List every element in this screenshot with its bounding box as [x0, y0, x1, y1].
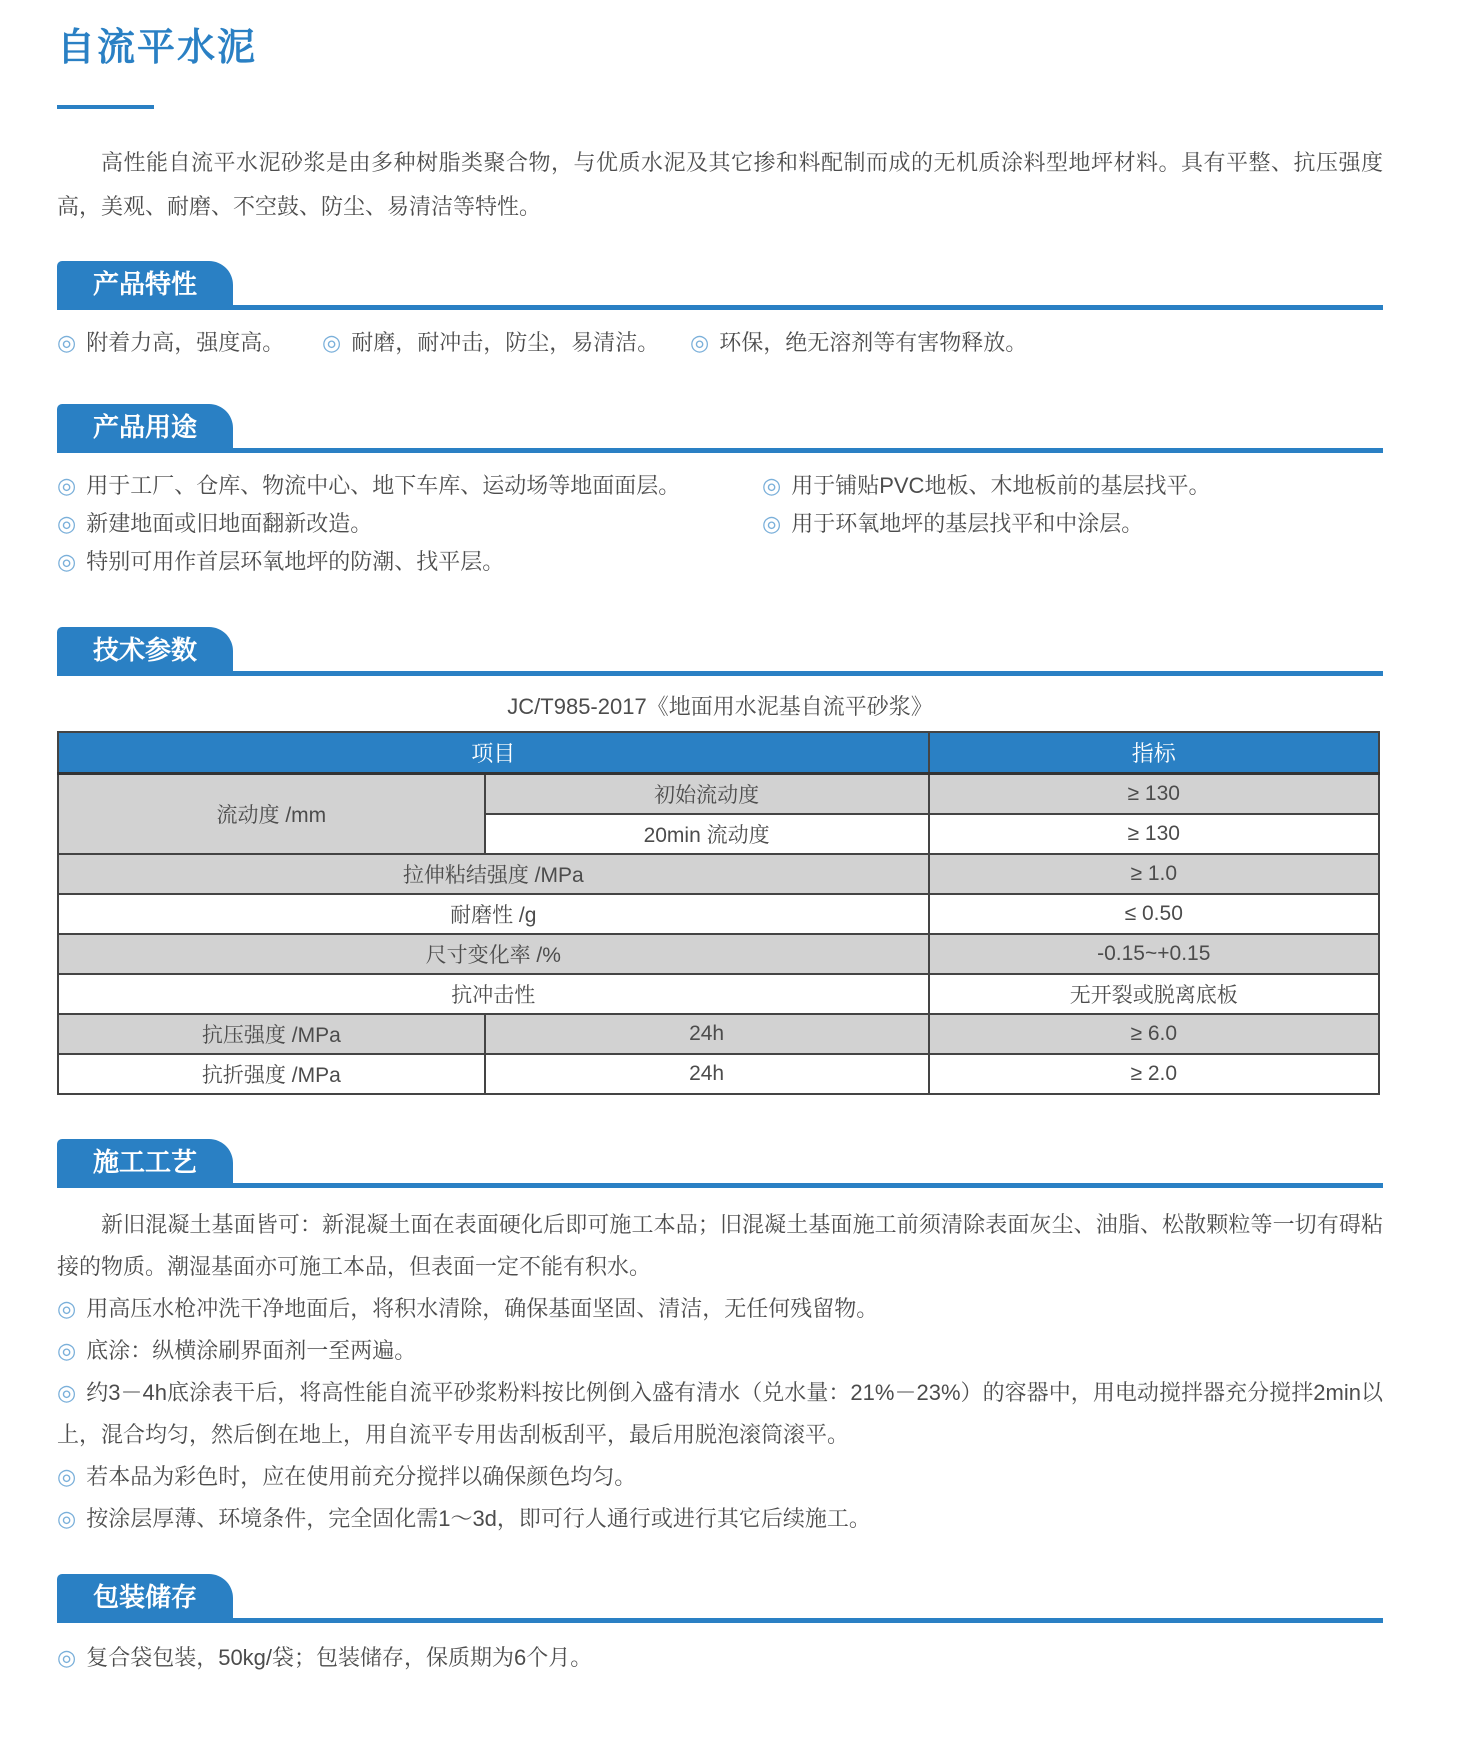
process-item [57, 1330, 1383, 1372]
table-cell: 流动度 /mm [58, 774, 485, 855]
table-row [58, 774, 1379, 815]
feature-item-text: 附着力高，强度高。 [86, 330, 285, 355]
process-list [57, 1288, 1383, 1540]
process-item-text: 底涂：纵横涂刷界面剂一至两遍。 [86, 1338, 417, 1363]
uses-list-left [57, 467, 762, 581]
table-cell: 抗压强度 /MPa [58, 1014, 485, 1054]
table-row [58, 894, 1379, 934]
section-header-process [57, 1139, 1383, 1188]
table-cell: -0.15~+0.15 [929, 934, 1379, 974]
table-row [58, 1014, 1379, 1054]
table-caption: JC/T985-2017《地面用水泥基自流平砂浆》 [507, 694, 933, 719]
bullseye-icon: ◎ [57, 511, 77, 536]
features-list [57, 324, 1383, 362]
table-cell: 耐磨性 /g [58, 894, 929, 934]
table-cell: 尺寸变化率 /% [58, 934, 929, 974]
uses-columns [57, 467, 1383, 581]
table-header-item: 项目 [58, 732, 929, 774]
use-item [57, 543, 762, 581]
process-item [57, 1372, 1383, 1456]
tech-spec-table [57, 731, 1380, 1095]
bullseye-icon: ◎ [57, 473, 77, 498]
uses-list-right [762, 467, 1383, 581]
bullseye-icon: ◎ [690, 330, 710, 355]
process-body [57, 1204, 1383, 1540]
use-item-text: 特别可用作首层环氧地坪的防潮、找平层。 [86, 549, 505, 574]
use-item [762, 505, 1383, 543]
packaging-list [57, 1639, 1383, 1677]
use-item [57, 467, 762, 505]
table-cell: 初始流动度 [485, 774, 929, 815]
table-cell: 抗折强度 /MPa [58, 1054, 485, 1094]
table-header-index: 指标 [929, 732, 1379, 774]
table-cell: 抗冲击性 [58, 974, 929, 1014]
bullseye-icon: ◎ [57, 1645, 77, 1670]
title-underline [57, 105, 154, 109]
bullseye-icon: ◎ [57, 1296, 77, 1321]
table-row [58, 854, 1379, 894]
section-tab-tech: 技术参数 [57, 627, 233, 671]
packaging-item [57, 1639, 1383, 1677]
bullseye-icon: ◎ [57, 1338, 77, 1363]
bullseye-icon: ◎ [57, 1506, 77, 1531]
section-header-features [57, 261, 1383, 310]
process-item [57, 1498, 1383, 1540]
section-tab-uses: 产品用途 [57, 404, 233, 448]
table-header-row [58, 732, 1379, 774]
table-row [58, 974, 1379, 1014]
table-cell: ≥ 2.0 [929, 1054, 1379, 1094]
bullseye-icon: ◎ [762, 511, 782, 536]
process-item-text: 若本品为彩色时，应在使用前充分搅拌以确保颜色均匀。 [86, 1464, 637, 1489]
bullseye-icon: ◎ [57, 330, 77, 355]
table-row [58, 1054, 1379, 1094]
use-item-text: 用于工厂、仓库、物流中心、地下车库、运动场等地面面层。 [86, 473, 681, 498]
table-cell: 拉伸粘结强度 /MPa [58, 854, 929, 894]
bullseye-icon: ◎ [57, 1380, 77, 1405]
feature-item-text: 耐磨，耐冲击，防尘，易清洁。 [351, 330, 660, 355]
table-cell: ≥ 130 [929, 814, 1379, 854]
table-cell: 24h [485, 1054, 929, 1094]
table-cell: ≥ 130 [929, 774, 1379, 815]
process-item-text: 约3－4h底涂表干后，将高性能自流平砂浆粉料按比例倒入盛有清水（兑水量：21%－23%）的容器中，用电动搅拌器充分搅拌2min以上，混合均匀，然后倒在地上，用自流平专用齿刮板刮平，最后用脱泡滚筒滚平。 [57, 1380, 1383, 1447]
use-item [57, 505, 762, 543]
process-item [57, 1288, 1383, 1330]
process-item-text: 按涂层厚薄、环境条件，完全固化需1～3d，即可行人通行或进行其它后续施工。 [86, 1506, 871, 1531]
bullseye-icon: ◎ [57, 1464, 77, 1489]
process-intro: 新旧混凝土基面皆可：新混凝土面在表面硬化后即可施工本品；旧混凝土基面施工前须清除表面灰尘、油脂、松散颗粒等一切有碍粘接的物质。潮湿基面亦可施工本品，但表面一定不能有积水。 [57, 1212, 1383, 1279]
bullseye-icon: ◎ [322, 330, 342, 355]
process-item-text: 用高压水枪冲洗干净地面后，将积水清除，确保基面坚固、清洁，无任何残留物。 [86, 1296, 879, 1321]
table-cell: 20min 流动度 [485, 814, 929, 854]
intro-paragraph: 高性能自流平水泥砂浆是由多种树脂类聚合物，与优质水泥及其它掺和料配制而成的无机质涂料型地坪材料。具有平整、抗压强度高，美观、耐磨、不空鼓、防尘、易清洁等特性。 [57, 150, 1383, 219]
bullseye-icon: ◎ [762, 473, 782, 498]
section-tab-packaging: 包装储存 [57, 1574, 233, 1618]
feature-item [322, 324, 690, 362]
section-tab-process: 施工工艺 [57, 1139, 233, 1183]
feature-item-text: 环保，绝无溶剂等有害物释放。 [719, 330, 1028, 355]
page-title: 自流平水泥 [57, 27, 258, 69]
table-cell: 无开裂或脱离底板 [929, 974, 1379, 1014]
process-item [57, 1456, 1383, 1498]
table-row [58, 934, 1379, 974]
table-cell: ≥ 6.0 [929, 1014, 1379, 1054]
section-header-uses [57, 404, 1383, 453]
table-cell: ≥ 1.0 [929, 854, 1379, 894]
feature-item [690, 324, 1027, 362]
section-tab-features: 产品特性 [57, 261, 233, 305]
table-head [58, 732, 1379, 774]
section-header-packaging [57, 1574, 1383, 1623]
feature-item [57, 324, 322, 362]
use-item [762, 467, 1383, 505]
bullseye-icon: ◎ [57, 549, 77, 574]
section-header-tech [57, 627, 1383, 676]
packaging-item-text: 复合袋包装，50kg/袋；包装储存，保质期为6个月。 [86, 1645, 593, 1670]
use-item-text: 用于铺贴PVC地板、木地板前的基层找平。 [791, 473, 1211, 498]
table-cell: ≤ 0.50 [929, 894, 1379, 934]
tech-table-body [58, 774, 1379, 1095]
use-item-text: 新建地面或旧地面翻新改造。 [86, 511, 373, 536]
table-cell: 24h [485, 1014, 929, 1054]
use-item-text: 用于环氧地坪的基层找平和中涂层。 [791, 511, 1144, 536]
